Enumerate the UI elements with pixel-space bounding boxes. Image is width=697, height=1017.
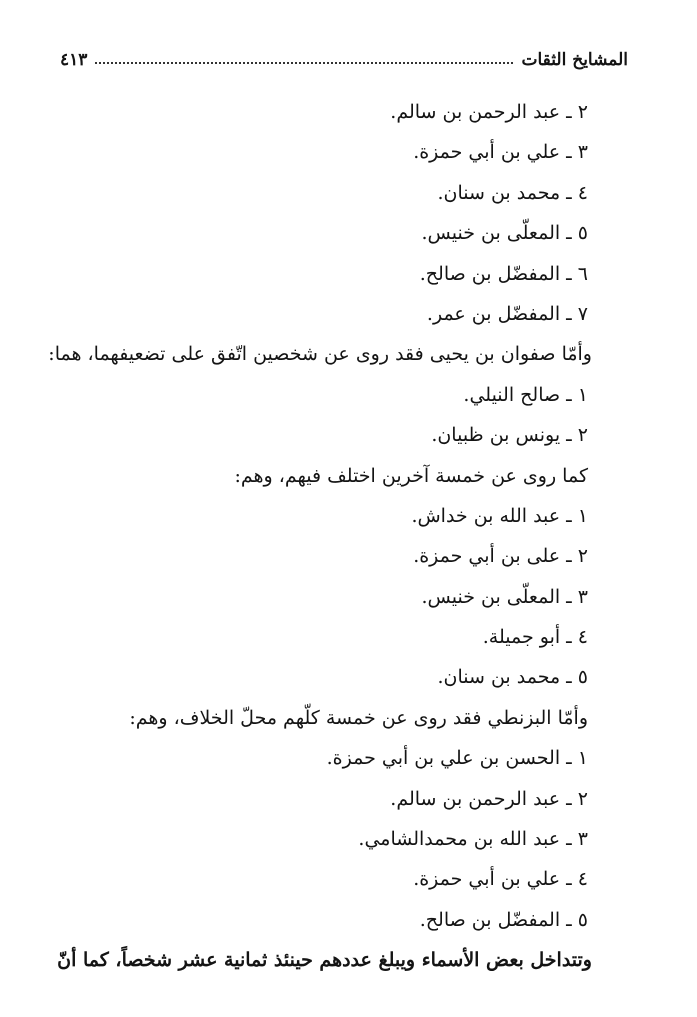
paragraph-continued: وتتداخل بعض الأسماء ويبلغ عددهم حينئذ ثمانية عشر شخصاً، كما أنّ bbox=[57, 949, 592, 972]
list-item: ٤ ـ أبو جميلة. bbox=[482, 626, 588, 649]
dotted-leader bbox=[95, 62, 513, 64]
list-item: ٦ ـ المفضّل بن صالح. bbox=[419, 262, 588, 285]
list-item: ٢ ـ عبد الرحمن بن سالم. bbox=[390, 101, 588, 123]
list-item: ٤ ـ علي بن أبي حمزة. bbox=[413, 868, 588, 891]
list-item: ٣ ـ عبد الله بن محمدالشامي. bbox=[358, 828, 588, 851]
page-body bbox=[48, 92, 592, 981]
list-item: ٢ ـ يونس بن ظبيان. bbox=[431, 424, 588, 447]
list-item: ٢ ـ عبد الرحمن بن سالم. bbox=[390, 787, 588, 810]
list-item: ٧ ـ المفضّل بن عمر. bbox=[426, 302, 588, 325]
page-number: ٤١٣ bbox=[60, 50, 88, 70]
list-item: ٥ ـ المفضّل بن صالح. bbox=[419, 908, 588, 931]
header-title: المشايخ الثقات bbox=[521, 50, 628, 70]
running-header bbox=[60, 40, 628, 70]
list-item: ٢ ـ على بن أبي حمزة. bbox=[413, 545, 588, 568]
list-item: ١ ـ عبد الله بن خداش. bbox=[411, 504, 588, 527]
list-item: ٣ ـ علي بن أبي حمزة. bbox=[413, 141, 588, 164]
list-item: ٥ ـ المعلّى بن خنيس. bbox=[421, 222, 588, 245]
list-item: ١ ـ صالح النيلي. bbox=[463, 383, 588, 406]
list-item: ٣ ـ المعلّى بن خنيس. bbox=[421, 585, 588, 608]
paragraph: كما روى عن خمسة آخرين اختلف فيهم، وهم: bbox=[234, 464, 588, 487]
list-item: ١ ـ الحسن بن علي بن أبي حمزة. bbox=[326, 747, 588, 770]
list-item: ٥ ـ محمد بن سنان. bbox=[437, 666, 588, 689]
paragraph: وأمّا صفوان بن يحيى فقد روى عن شخصين اتّفق على تضعيفهما، هما: bbox=[48, 343, 592, 366]
paragraph: وأمّا البزنطي فقد روى عن خمسة كلّهم محلّ الخلاف، وهم: bbox=[129, 706, 588, 729]
list-item: ٤ ـ محمد بن سنان. bbox=[437, 181, 588, 204]
